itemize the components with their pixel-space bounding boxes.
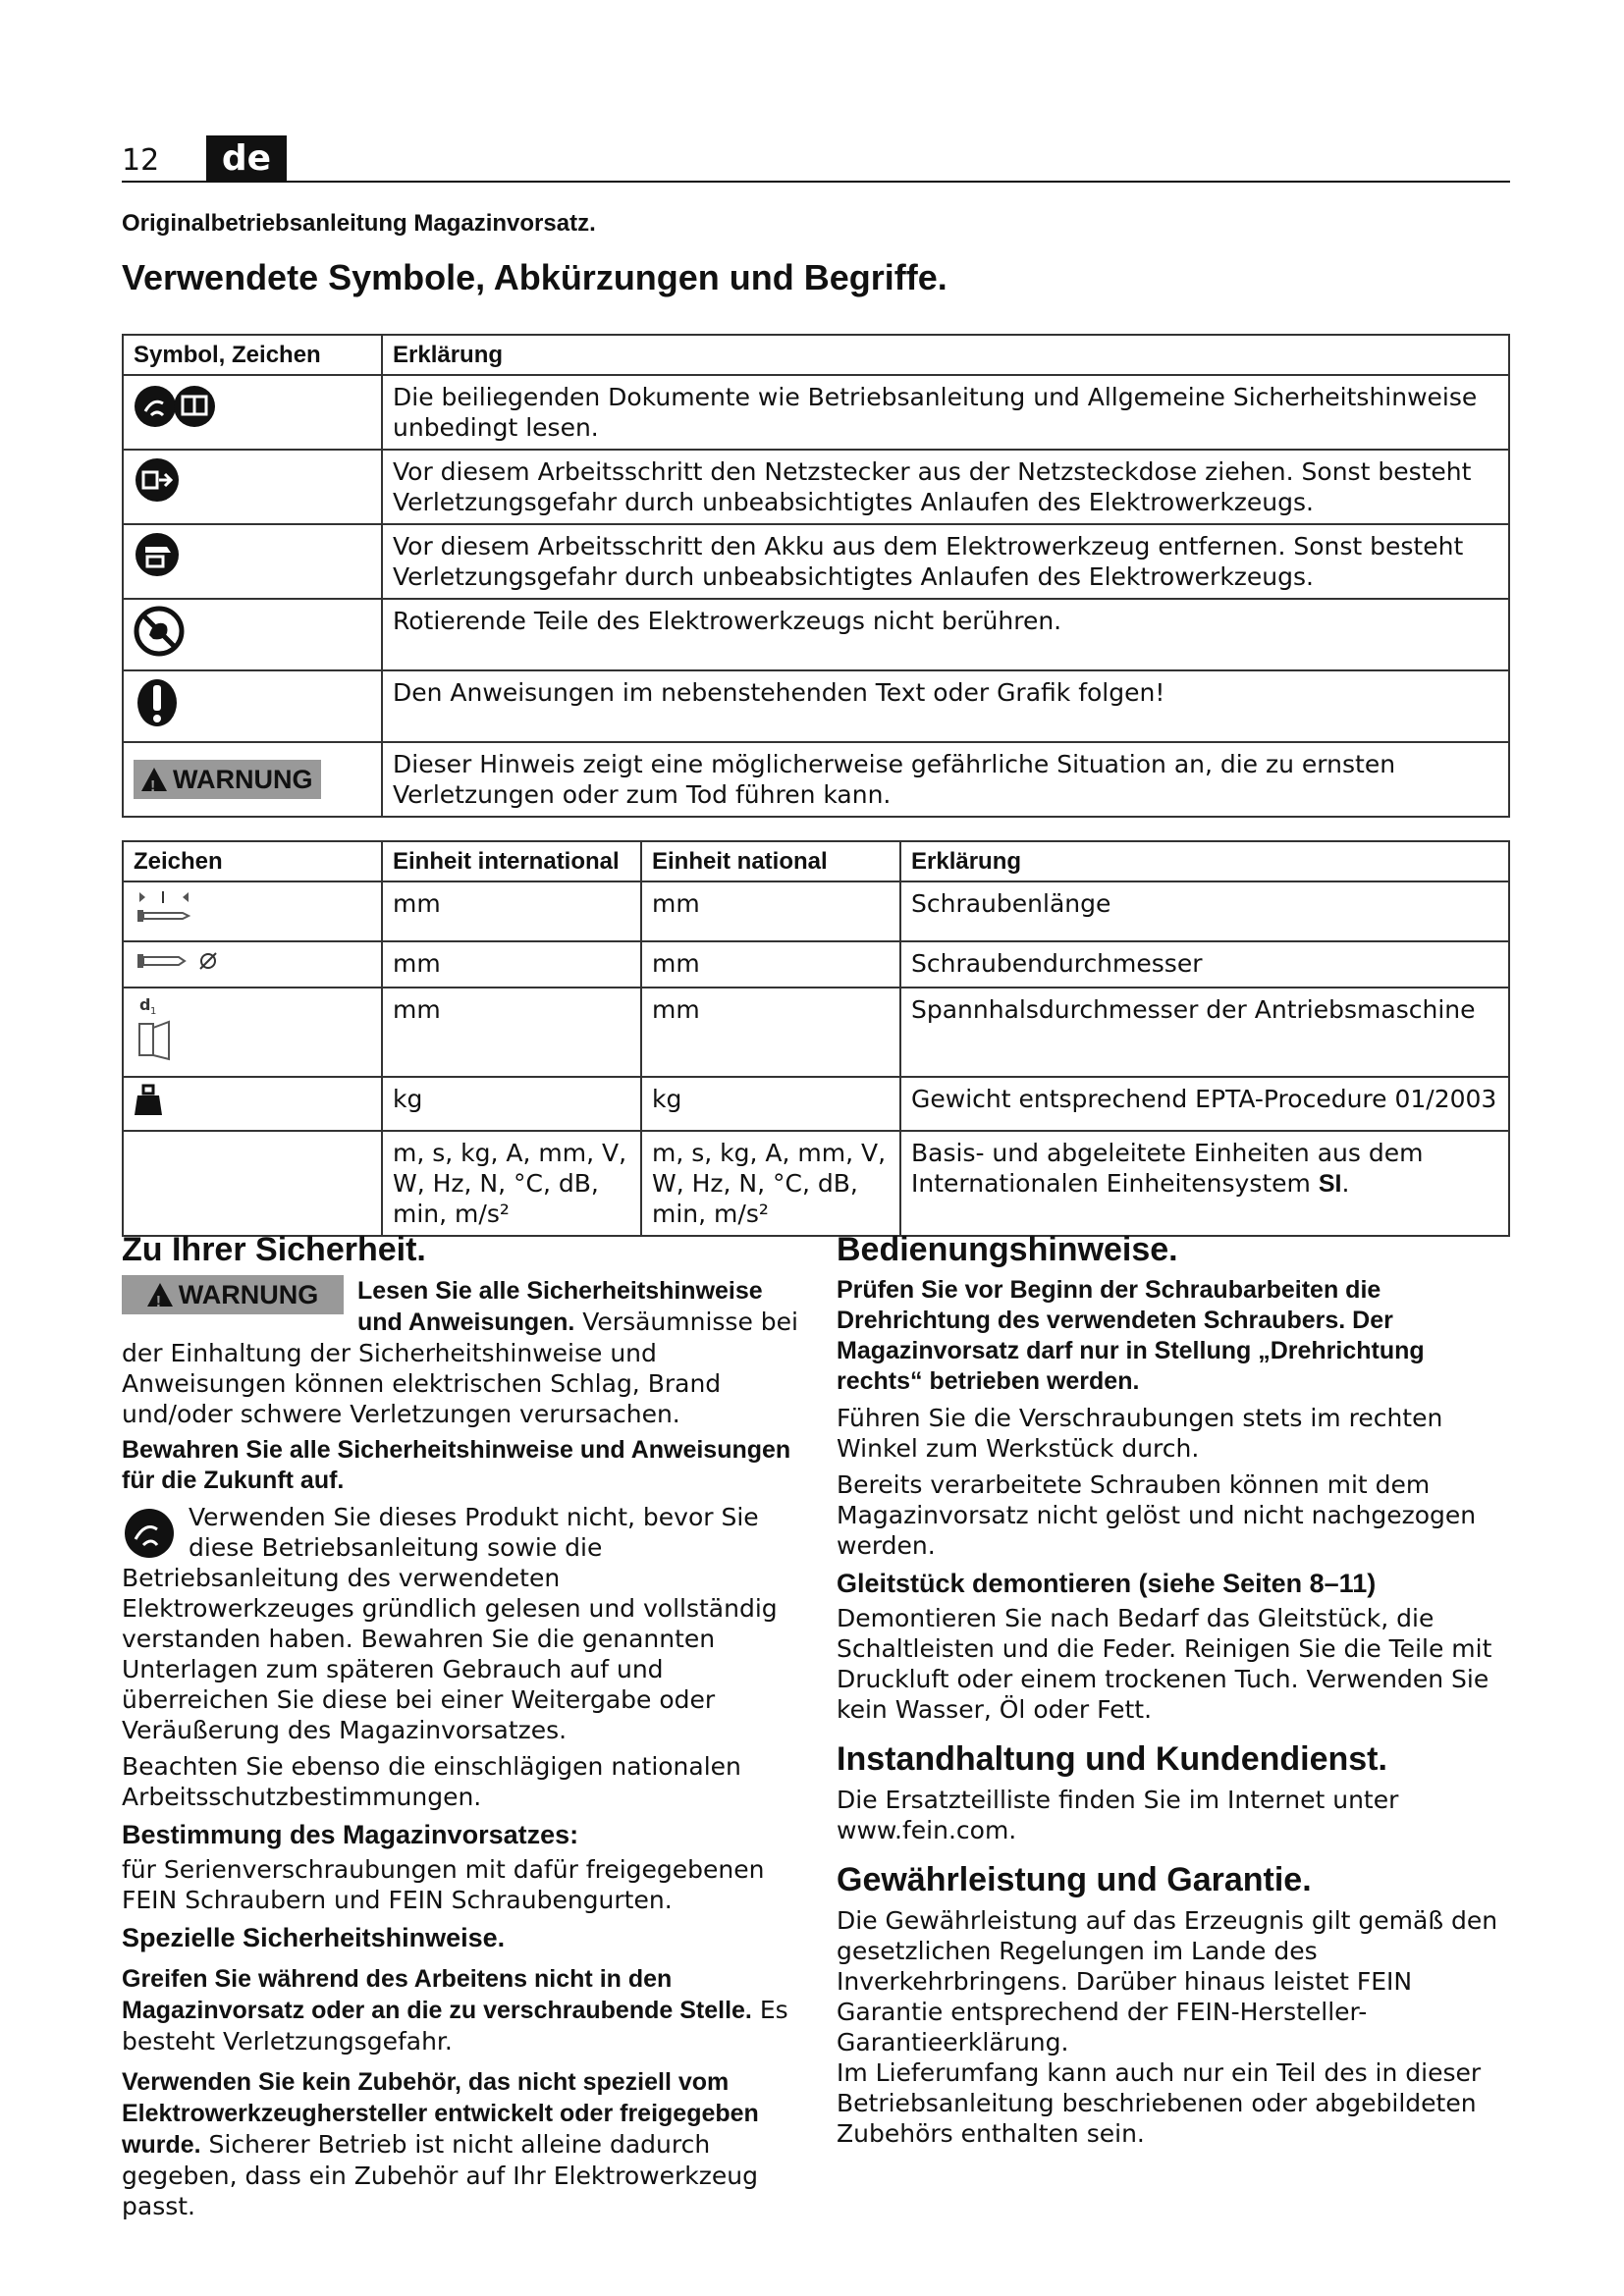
symbol-row-3-text: Vor diesem Arbeitsschritt den Akku aus dem Elektrowerkzeug entfernen. Sonst besteht Verletzungsgefahr durch unbeabsichtigtes Anlaufen des Elektrowerkzeugs. [382, 524, 1509, 599]
units-header-symbol: Zeichen [123, 841, 382, 881]
unit-row-4-intl: kg [382, 1077, 641, 1131]
header-rule [122, 181, 1510, 183]
symbol-row-5-text: Den Anweisungen im nebenstehenden Text oder Grafik folgen! [382, 670, 1509, 742]
unit-row-3-natl: mm [641, 988, 900, 1077]
unit-row-2-intl: mm [382, 941, 641, 988]
symbol-row-4-text: Rotierende Teile des Elektrowerkzeugs nicht berühren. [382, 599, 1509, 670]
service-text: Die Ersatzteilliste finden Sie im Internet unter www.fein.com. [837, 1786, 1399, 1844]
left-column [122, 1231, 799, 2227]
weight-icon [134, 1084, 163, 1117]
unit-row-1-intl: mm [382, 881, 641, 941]
warranty-paragraph-1: Die Gewährleistung auf das Erzeugnis gilt gemäß den gesetzlichen Regelungen im Lande des Inverkehrbringens. Darüber hinaus leistet FEIN Garantie entsprechend der FEIN-Hersteller-Garantieerklärung. [837, 1906, 1498, 2056]
collar-diameter-icon [134, 994, 192, 1063]
warranty-heading: Gewährleistung und Garantie. [837, 1861, 1312, 1898]
operation-paragraph-2: Bereits verarbeitete Schrauben können mit dem Magazinvorsatz nicht gelöst und nicht nachgezogen werden. [837, 1470, 1477, 1560]
safety-heading: Zu Ihrer Sicherheit. [122, 1231, 426, 1268]
svg-text:d: d [139, 995, 151, 1014]
page-number: 12 [122, 143, 160, 178]
symbol-row-1-text: Die beiliegenden Dokumente wie Betriebsanleitung und Allgemeine Sicherheitshinweise unbedingt lesen. [382, 375, 1509, 450]
unit-row-5-expl: Basis- und abgeleitete Einheiten aus dem Internationalen Einheitensystem SI. [900, 1131, 1509, 1236]
safety-warning-label: ! WARNUNG [122, 1275, 344, 1314]
read-manual-paragraph: Verwenden Sie dieses Produkt nicht, bevor Sie diese Betriebsanleitung sowie die Betriebsanleitung des verwendeten Elektrowerkzeuges gründlich gelesen und vollständig verstanden haben. Bewahren Sie die genannten Unterlagen zum späteren Gebrauch auf und überreichen Sie diese bei einer Weitergabe oder Veräußerung des Magazinvorsatzes. [122, 1503, 778, 1744]
purpose-text: für Serienverschraubungen mit dafür freigegebenen FEIN Schraubern und FEIN Schraubengurten. [122, 1855, 765, 1914]
document-title: Originalbetriebsanleitung Magazinvorsatz. [122, 210, 596, 237]
special-paragraph-1: Greifen Sie während des Arbeitens nicht in den Magazinvorsatz oder an die zu verschraubende Stelle. Es besteht Verletzungsgefahr. [122, 1965, 788, 2056]
purpose-heading: Bestimmung des Magazinvorsatzes: [122, 1820, 579, 1849]
unit-row-3-expl: Spannhalsdurchmesser der Antriebsmaschine [900, 988, 1509, 1077]
warning-label: ! WARNUNG [134, 760, 321, 799]
symbols-header-symbol: Symbol, Zeichen [123, 335, 382, 375]
unplug-icon [134, 456, 181, 504]
svg-text:1: 1 [150, 1006, 157, 1017]
slide-heading: Gleitstück demontieren (siehe Seiten 8–11) [837, 1569, 1377, 1598]
unit-row-5-natl: m, s, kg, A, mm, V, W, Hz, N, °C, dB, min, m/s² [641, 1131, 900, 1236]
right-column [837, 1231, 1514, 2155]
warning-triangle-icon [141, 768, 167, 791]
special-paragraph-2: Verwenden Sie kein Zubehör, das nicht speziell vom Elektrowerkzeughersteller entwickelt oder freigegeben wurde. Sicherer Betrieb ist nicht alleine dadurch gegeben, dass ein Zubehör auf Ihr Elektrowerkzeug passt. [122, 2068, 759, 2220]
unit-row-1-expl: Schraubenlänge [900, 881, 1509, 941]
symbols-heading: Verwendete Symbole, Abkürzungen und Begriffe. [122, 257, 947, 297]
keep-instructions: Bewahren Sie alle Sicherheitshinweise und Anweisungen für die Zukunft auf. [122, 1436, 791, 1494]
units-header-explanation: Erklärung [900, 841, 1509, 881]
units-table [122, 840, 1510, 1237]
warning-paragraph: ! WARNUNG Lesen Sie alle Sicherheitshinweise und Anweisungen. Versäumnisse bei der Einhaltung der Sicherheitshinweise und Anweisungen können elektrischen Schlag, Brand und/oder schwere Verletzungen verursachen. [122, 1275, 799, 1429]
slide-text: Demontieren Sie nach Bedarf das Gleitstück, die Schaltleisten und die Feder. Reinigen Sie die Teile mit Druckluft oder einem trockenen Tuch. Verwenden Sie kein Wasser, Öl oder Fett. [837, 1604, 1492, 1724]
unit-row-1-natl: mm [641, 881, 900, 941]
operation-bold: Prüfen Sie vor Beginn der Schraubarbeiten die Drehrichtung des verwendeten Schraubers. Der Magazinvorsatz darf nur in Stellung „Drehrichtung rechts“ betrieben werden. [837, 1276, 1425, 1395]
units-header-national: Einheit national [641, 841, 900, 881]
unit-row-2-expl: Schraubendurchmesser [900, 941, 1509, 988]
safety-warning-triangle-icon [147, 1283, 173, 1307]
read-manual-icon [122, 1506, 177, 1561]
read-documents-icon [134, 382, 216, 431]
unit-row-4-natl: kg [641, 1077, 900, 1131]
language-badge: de [206, 135, 287, 181]
symbols-header-explanation: Erklärung [382, 335, 1509, 375]
unit-row-2-natl: mm [641, 941, 900, 988]
symbol-row-2-text: Vor diesem Arbeitsschritt den Netzstecker aus der Netzsteckdose ziehen. Sonst besteht Verletzungsgefahr durch unbeabsichtigtes Anlaufen des Elektrowerkzeugs. [382, 450, 1509, 524]
operation-paragraph-1: Führen Sie die Verschraubungen stets im rechten Winkel zum Werkstück durch. [837, 1404, 1443, 1463]
unit-row-5-symbol [123, 1131, 382, 1236]
operation-heading: Bedienungshinweise. [837, 1231, 1178, 1268]
symbol-row-6-text: Dieser Hinweis zeigt eine möglicherweise gefährliche Situation an, die zu ernsten Verletzungen oder zum Tod führen kann. [382, 742, 1509, 817]
unit-row-4-expl: Gewicht entsprechend EPTA-Procedure 01/2003 [900, 1077, 1509, 1131]
warranty-paragraph-2: Im Lieferumfang kann auch nur ein Teil des in dieser Betriebsanleitung beschriebenen oder abgebildeten Zubehörs enthalten sein. [837, 2058, 1482, 2148]
exclamation-icon [134, 677, 181, 728]
service-heading: Instandhaltung und Kundendienst. [837, 1740, 1387, 1778]
screw-diameter-icon [134, 948, 222, 974]
screw-length-icon [134, 888, 202, 928]
national-regulations: Beachten Sie ebenso die einschlägigen nationalen Arbeitsschutzbestimmungen. [122, 1752, 741, 1811]
symbols-table [122, 334, 1510, 818]
remove-battery-icon [134, 531, 181, 578]
units-header-international: Einheit international [382, 841, 641, 881]
special-safety-heading: Spezielle Sicherheitshinweise. [122, 1923, 506, 1952]
unit-row-3-intl: mm [382, 988, 641, 1077]
unit-row-5-intl: m, s, kg, A, mm, V, W, Hz, N, °C, dB, min, m/s² [382, 1131, 641, 1236]
do-not-touch-icon [134, 606, 185, 657]
